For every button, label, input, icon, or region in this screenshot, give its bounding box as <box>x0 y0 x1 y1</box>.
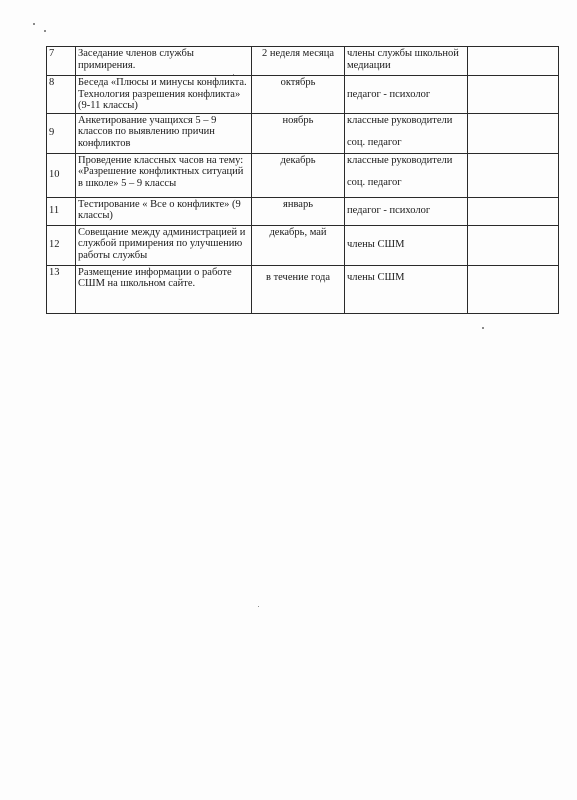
row-number: 8 <box>47 76 76 114</box>
responsible-spacer <box>347 166 465 177</box>
date-cell: январь <box>252 197 345 225</box>
responsible-spacer <box>347 126 465 137</box>
table-row <box>47 76 559 114</box>
event-plan-body <box>47 47 559 314</box>
note-cell <box>468 153 559 197</box>
table-row <box>47 225 559 265</box>
scan-speck <box>33 23 35 25</box>
date-cell: декабрь <box>252 153 345 197</box>
responsible-cell <box>345 225 468 265</box>
date-cell: в течение года <box>252 265 345 313</box>
note-cell <box>468 113 559 153</box>
event-cell: Совещание между администрацией и службой примирения по улучшению работы службы <box>76 225 252 265</box>
responsible-primary: члены СШМ <box>347 271 405 283</box>
note-cell <box>468 225 559 265</box>
responsible-primary: классные руководители <box>347 154 453 166</box>
table-row <box>47 47 559 76</box>
scan-speck <box>258 606 259 607</box>
note-cell <box>468 47 559 76</box>
scan-speck <box>482 327 484 329</box>
date-cell: декабрь, май <box>252 225 345 265</box>
event-cell: Размещение информации о работе СШМ на школьном сайте. <box>76 265 252 313</box>
responsible-cell <box>345 265 468 313</box>
date-cell: 2 неделя месяца <box>252 47 345 76</box>
responsible-cell <box>345 197 468 225</box>
event-cell: Тестирование « Все о конфликте» (9 классы) <box>76 197 252 225</box>
event-cell: Заседание членов службы примирения. <box>76 47 252 76</box>
responsible-primary: члены службы школьной медиации <box>347 48 459 71</box>
row-number: 10 <box>47 153 76 197</box>
row-number: 12 <box>47 225 76 265</box>
event-cell: Анкетирование учащихся 5 – 9 классов по выявлению причин конфликтов <box>76 113 252 153</box>
responsible-cell <box>345 47 468 76</box>
date-cell: октябрь <box>252 76 345 114</box>
event-plan-table <box>46 46 559 314</box>
note-cell <box>468 76 559 114</box>
responsible-secondary: соц. педагог <box>347 177 402 188</box>
row-number: 11 <box>47 197 76 225</box>
event-cell: Беседа «Плюсы и минусы конфликта. Технология разрешения конфликта» (9-11 классы) <box>76 76 252 114</box>
responsible-primary: педагог - психолог <box>347 205 431 217</box>
responsible-cell <box>345 113 468 153</box>
responsible-primary: члены СШМ <box>347 239 405 251</box>
responsible-cell <box>345 153 468 197</box>
table-row <box>47 197 559 225</box>
responsible-primary: педагог - психолог <box>347 88 431 100</box>
scan-speck <box>44 30 46 32</box>
row-number: 13 <box>47 265 76 313</box>
table-row <box>47 153 559 197</box>
row-number: 7 <box>47 47 76 76</box>
responsible-secondary: соц. педагог <box>347 137 402 148</box>
table-row <box>47 265 559 313</box>
note-cell <box>468 265 559 313</box>
row-number: 9 <box>47 113 76 153</box>
table-row <box>47 113 559 153</box>
responsible-cell <box>345 76 468 114</box>
event-cell: Проведение классных часов на тему: «Разрешение конфликтных ситуаций в школе» 5 – 9 классы <box>76 153 252 197</box>
responsible-primary: классные руководители <box>347 114 453 126</box>
note-cell <box>468 197 559 225</box>
date-cell: ноябрь <box>252 113 345 153</box>
